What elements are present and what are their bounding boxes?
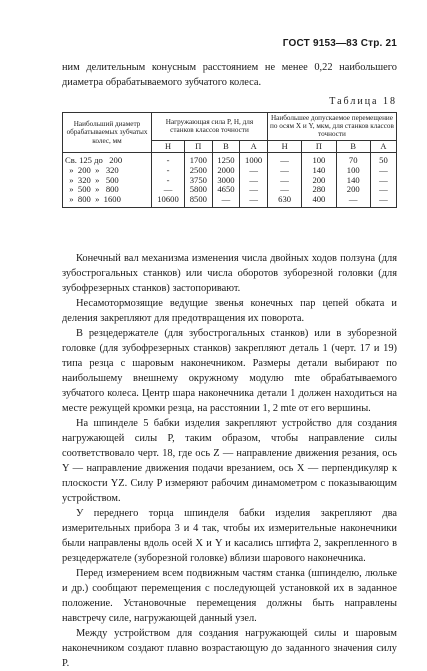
table-cell: — — [370, 185, 396, 195]
table-cell: — — [370, 195, 396, 207]
parameters-table — [62, 112, 397, 208]
table-cell: - — [152, 153, 185, 166]
table-cell: — — [240, 166, 268, 176]
table-cell: — — [336, 195, 370, 207]
row-label: » 800 » 1600 — [63, 195, 152, 207]
page-header: ГОСТ 9153—83 Стр. 21 — [282, 38, 397, 49]
paragraph: Между устройством для создания нагружающей силы и шаровым наконечником создают плавно возрастающую до заданного значения силу P. — [62, 628, 397, 669]
table-cell: — — [240, 195, 268, 207]
table-caption: Таблица 18 — [329, 96, 397, 107]
table-cell: 4650 — [212, 185, 240, 195]
table-cell: 400 — [302, 195, 336, 207]
table-cell: 10600 — [152, 195, 185, 207]
row-label: » 500 » 800 — [63, 185, 152, 195]
table-cell: 3000 — [212, 176, 240, 186]
body-text — [62, 251, 397, 671]
table-cell: 140 — [336, 176, 370, 186]
table-cell: — — [370, 176, 396, 186]
table-cell: 630 — [267, 195, 301, 207]
table-cell: - — [152, 176, 185, 186]
class-header: Н — [152, 140, 185, 153]
table-row — [63, 153, 397, 166]
table-cell: 50 — [370, 153, 396, 166]
table-cell: 1000 — [240, 153, 268, 166]
table-cell: 1700 — [185, 153, 213, 166]
table-cell: 70 — [336, 153, 370, 166]
table-cell: — — [240, 176, 268, 186]
table-cell: — — [370, 166, 396, 176]
table-cell: - — [152, 166, 185, 176]
table-cell: 100 — [336, 166, 370, 176]
class-header: А — [370, 140, 396, 153]
table-cell: 3750 — [185, 176, 213, 186]
table-cell: 280 — [302, 185, 336, 195]
table-cell: — — [267, 153, 301, 166]
class-header: П — [302, 140, 336, 153]
table-cell: 1250 — [212, 153, 240, 166]
paragraph: Перед измерением всем подвижным частям станка (шпинделю, люльке и др.) сообщают перемещения с последующей установкой их в заданное положение. Установочные перемещения должны быть направлены навстречу силе, нагружающей данный узел. — [62, 568, 397, 624]
col-header-diameter: Наибольший диаметр обрабатываемых зубчатых колес, мм — [63, 113, 152, 153]
row-label: Св. 125 до 200 — [63, 153, 152, 166]
class-header: В — [212, 140, 240, 153]
table-cell: 140 — [302, 166, 336, 176]
table-cell: 5800 — [185, 185, 213, 195]
table-cell: — — [152, 185, 185, 195]
class-header: А — [240, 140, 268, 153]
table-cell: — — [267, 185, 301, 195]
paragraph: В резцедержателе (для зубострогальных станков) или в зуборезной головке (для зубофрезерных станков) закрепляют деталь 1 (черт. 17 и 19) типа резца с шаровым наконечником. Размеры детали выбирают по наибольшему внешнему окружному модулю mte обрабатываемого зубчатого колеса. Центр шара наконечника детали 1 должен находиться на месте режущей кромки резца, на расстоянии 1, 2 mte от его вершины. — [62, 328, 397, 414]
class-header: Н — [267, 140, 301, 153]
class-header: П — [185, 140, 213, 153]
table-cell: 2000 — [212, 166, 240, 176]
table-cell: 100 — [302, 153, 336, 166]
table-cell: 8500 — [185, 195, 213, 207]
paragraph: Несамотормозящие ведущие звенья конечных пар цепей обката и деления закрепляют для предотвращения их поворота. — [62, 298, 397, 324]
table-cell: 200 — [302, 176, 336, 186]
table-row — [63, 195, 397, 207]
table-cell: — — [267, 166, 301, 176]
paragraph: На шпинделе 5 бабки изделия закрепляют устройство для создания нагружающей силы P, таким образом, чтобы направление силы соответствовало черт. 18, где ось Z — направление движения резания, ось Y — направление движения подачи врезанием, ось X — перпендикуляр к плоскости YZ. Силу P измеряют рабочим динамометром с показывающим устройством. — [62, 418, 397, 504]
col-header-displacement: Наибольшее допускаемое перемещение по осям X и Y, мкм, для станков классов точности — [267, 113, 396, 141]
table-cell: 2500 — [185, 166, 213, 176]
row-label: » 200 » 320 — [63, 166, 152, 176]
table-cell: — — [212, 195, 240, 207]
table-cell: — — [267, 176, 301, 186]
row-label: » 320 » 500 — [63, 176, 152, 186]
class-header: В — [336, 140, 370, 153]
table-cell: 200 — [336, 185, 370, 195]
paragraph: Конечный вал механизма изменения числа двойных ходов ползуна (для зубострогальных станков) или числа оборотов зуборезной головки (для зубофрезерных станков) застопоривают. — [62, 253, 397, 294]
intro-paragraph: ним делительным конусным расстоянием не менее 0,22 наибольшего диаметра обрабатываемого зубчатого колеса. — [62, 62, 397, 88]
table-cell: — — [240, 185, 268, 195]
paragraph: У переднего торца шпинделя бабки изделия закрепляют два измерительных прибора 3 и 4 так, чтобы их измерительные наконечники были направлены вдоль осей X и Y и касались штифта 2, закрепленного в резцедержателе (зуборезной головке) вблизи шарового наконечника. — [62, 508, 397, 564]
col-header-loads: Нагружающая сила P, Н, для станков классов точности — [152, 113, 268, 141]
